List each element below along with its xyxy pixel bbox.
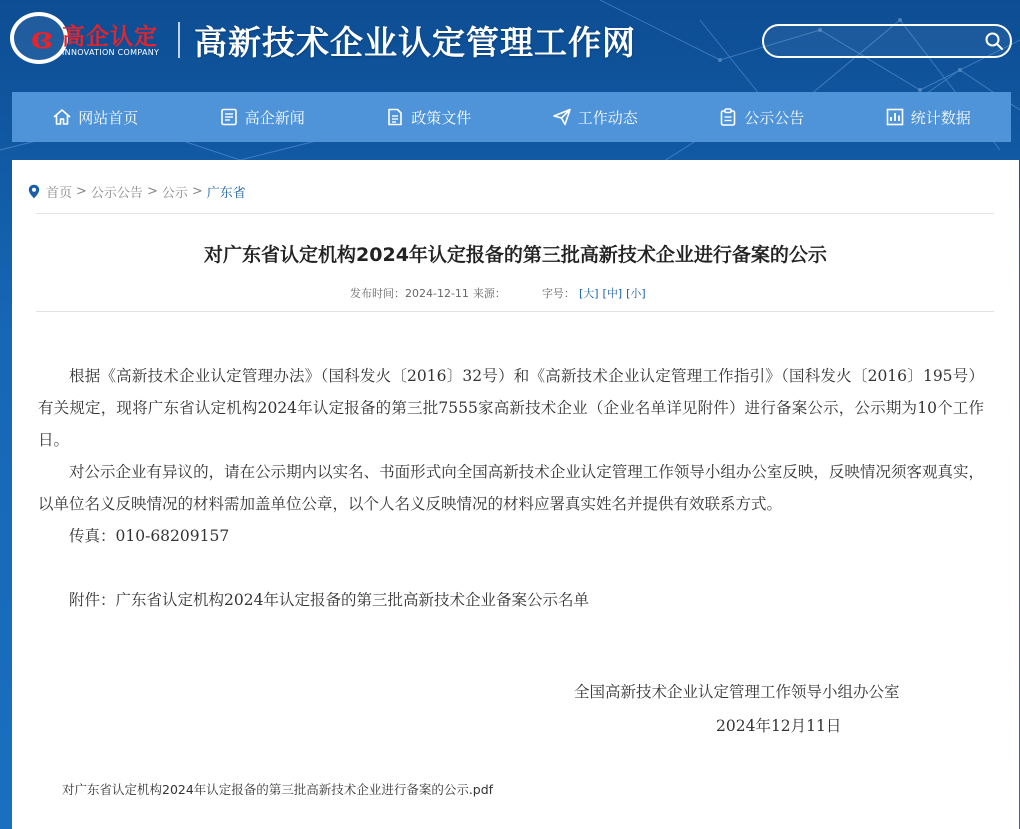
search-input[interactable] [776, 30, 976, 52]
breadcrumb-publicity[interactable]: 公示 [161, 186, 188, 201]
breadcrumb [28, 182, 246, 201]
site-header [0, 0, 1020, 80]
chart-icon [885, 107, 905, 127]
font-size-large-button[interactable]: [大] [578, 287, 599, 300]
nav-label: 工作动态 [577, 108, 638, 127]
breadcrumb-separator: > [191, 184, 203, 199]
content-panel [12, 160, 1019, 829]
publish-date: 2024-12-11 [405, 286, 469, 300]
nav-item-news[interactable] [179, 92, 346, 142]
location-pin-icon [28, 184, 40, 199]
article-meta [350, 285, 646, 301]
breadcrumb-guangdong[interactable]: 广东省 [206, 186, 246, 201]
send-icon [552, 107, 572, 127]
fax-line: 传真：010-68209157 [69, 527, 230, 545]
source-label: 来源： [472, 287, 506, 300]
header-divider [178, 22, 180, 58]
nav-label: 统计数据 [910, 108, 971, 127]
document-icon [385, 107, 405, 127]
main-nav [12, 92, 1011, 142]
article-title: 对广东省认定机构2024年认定报备的第三批高新技术企业进行备案的公示 [204, 244, 827, 266]
site-logo[interactable] [10, 12, 170, 64]
publish-label: 发布时间： [350, 287, 405, 300]
attachment-note: 附件：广东省认定机构2024年认定报备的第三批高新技术企业备案公示名单 [69, 591, 589, 609]
logo-text: 高企认定 [62, 24, 158, 50]
nav-label: 高企新闻 [244, 108, 305, 127]
search-box [762, 24, 1012, 58]
font-size-medium-button[interactable]: [中] [602, 287, 623, 300]
nav-item-statistics[interactable] [845, 92, 1012, 142]
nav-item-work-updates[interactable] [512, 92, 679, 142]
site-title: 高新技术企业认定管理工作网 [194, 23, 636, 62]
breadcrumb-announcements[interactable]: 公示公告 [90, 186, 143, 201]
spacer [38, 552, 984, 584]
font-size-label: 字号： [541, 287, 575, 300]
clipboard-icon [718, 107, 738, 127]
nav-item-policy[interactable] [345, 92, 512, 142]
nav-item-announcements[interactable] [678, 92, 845, 142]
breadcrumb-separator: > [146, 184, 158, 199]
divider [36, 213, 994, 214]
attachment-pdf-link[interactable]: 对广东省认定机构2024年认定报备的第三批高新技术企业进行备案的公示.pdf [62, 782, 494, 797]
news-icon [219, 107, 239, 127]
logo-ring-icon [10, 12, 68, 64]
font-size-small-button[interactable]: [小] [626, 287, 646, 300]
divider [36, 311, 994, 312]
logo-subtitle: INNOVATION COMPANY [62, 48, 160, 57]
breadcrumb-home[interactable]: 首页 [46, 186, 73, 201]
paragraph: 对公示企业有异议的，请在公示期内以实名、书面形式向全国高新技术企业认定管理工作领导小组办公室反映，反映情况须客观真实，以单位名义反映情况的材料需加盖单位公章，以个人名义反映情况的材料应署真实姓名并提供有效联系方式。 [38, 463, 984, 513]
nav-label: 网站首页 [78, 108, 139, 127]
nav-label: 政策文件 [411, 108, 472, 127]
breadcrumb-separator: > [76, 184, 87, 199]
paragraph: 根据《高新技术企业认定管理办法》（国科发火〔2016〕32号）和《高新技术企业认定管理工作指引》（国科发火〔2016〕195号）有关规定，现将广东省认定机构2024年认定报备的第三批7555家高新技术企业（企业名单详见附件）进行备案公示，公示期为10个工作日。 [38, 367, 984, 449]
signature-date: 2024年12月11日 [716, 717, 842, 735]
search-icon[interactable] [984, 31, 1004, 51]
home-icon [52, 107, 72, 127]
nav-label: 公示公告 [744, 108, 805, 127]
article-body [38, 360, 984, 616]
nav-item-home[interactable] [12, 92, 179, 142]
signature-organization: 全国高新技术企业认定管理工作领导小组办公室 [574, 683, 900, 701]
logo-flame-icon: ɞ [31, 21, 53, 56]
